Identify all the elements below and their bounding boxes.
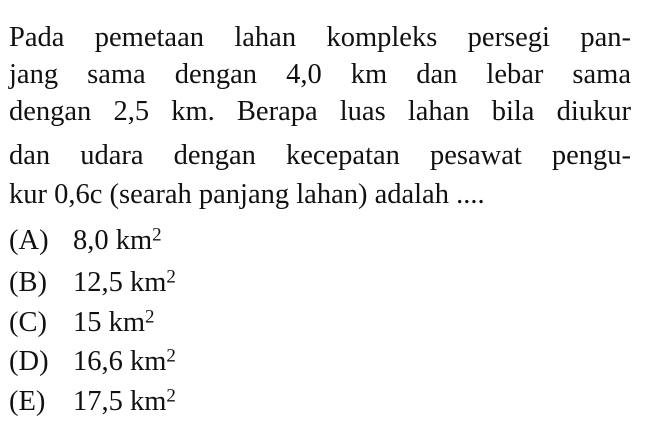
option-value: 17,5 $km^2$ xyxy=(73,385,176,417)
answer-option-b[interactable] xyxy=(9,264,176,301)
option-letter: (D) xyxy=(9,346,49,377)
option-letter: (E) xyxy=(9,386,46,417)
answer-option-a[interactable] xyxy=(9,222,162,259)
question-stem-line: kur 0,6c (searah panjang lahan) adalah .... xyxy=(9,179,485,210)
question-stem-line: dengan 2,5 km. Berapa luas lahan bila diukur xyxy=(9,96,631,127)
option-letter: (C) xyxy=(9,307,47,338)
answer-option-c[interactable] xyxy=(9,304,155,341)
option-value: 12,5 $km^2$ xyxy=(73,266,176,298)
option-letter: (A) xyxy=(9,225,49,256)
question-stem-line: dan udara dengan kecepatan pesawat pengu- xyxy=(9,140,631,171)
answer-option-d[interactable] xyxy=(9,343,176,380)
option-value: 16,6 $km^2$ xyxy=(73,345,176,377)
answer-option-e[interactable] xyxy=(9,383,176,420)
option-value: 15 $km^2$ xyxy=(73,306,155,338)
option-letter: (B) xyxy=(9,267,47,298)
question-stem-line: jang sama dengan 4,0 km dan lebar sama xyxy=(9,59,631,90)
question-stem-line: Pada pemetaan lahan kompleks persegi pan- xyxy=(9,22,631,53)
option-value: 8,0 $km^2$ xyxy=(73,224,162,256)
